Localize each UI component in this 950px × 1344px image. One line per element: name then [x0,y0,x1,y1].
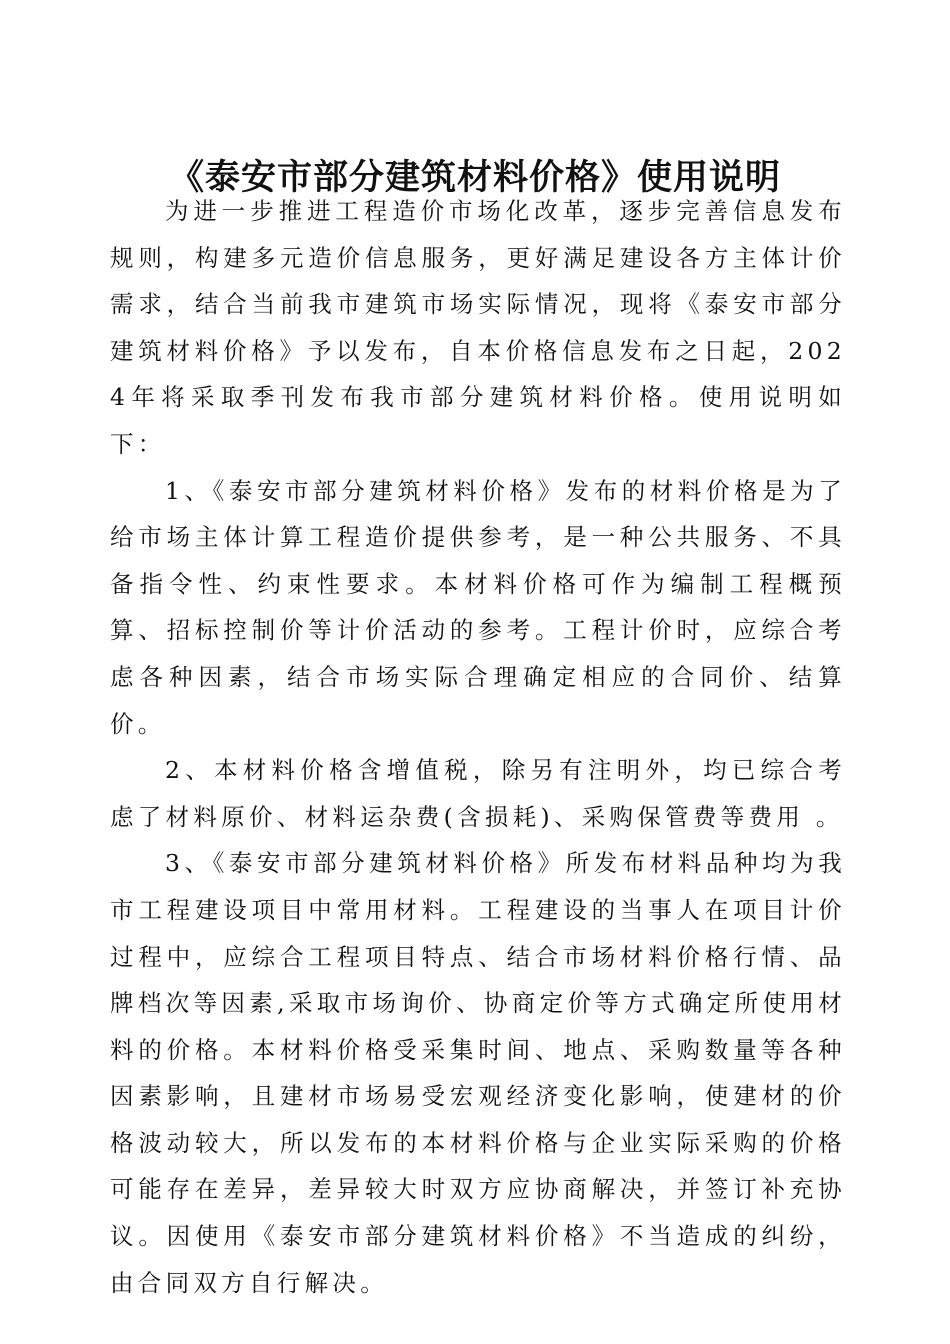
document-title: 《泰安市部分建筑材料价格》使用说明 [168,158,781,199]
clause-2-paragraph: 2、本材料价格含增值税，除另有注明外，均已综合考虑了材料原价、材料运杂费(含损耗)、采购保管费等费用 。 [110,756,846,831]
intro-paragraph: 为进一步推进工程造价市场化改革，逐步完善信息发布规则，构建多元造价信息服务，更好满足建设各方主体计价需求，结合当前我市建筑市场实际情况，现将《泰安市部分建筑材料价格》予以发布，自本价格信息发布之日起，2024年将采取季刊发布我市部分建筑材料价格。使用说明如下： [110,197,846,458]
clause-1-paragraph: 1、《泰安市部分建筑材料价格》发布的材料价格是为了给市场主体计算工程造价提供参考，是一种公共服务、不具备指令性、约束性要求。本材料价格可作为编制工程概预算、招标控制价等计价活动的参考。工程计价时，应综合考虑各种因素，结合市场实际合理确定相应的合同价、结算价。 [110,476,846,738]
document-body [110,188,846,1306]
clause-3-paragraph: 3、《泰安市部分建筑材料价格》所发布材料品种均为我市工程建设项目中常用材料。工程建设的当事人在项目计价过程中，应综合工程项目特点、结合市场材料价格行情、品牌档次等因素,采取市场询价、协商定价等方式确定所使用材料的价格。本材料价格受采集时间、地点、采购数量等各种因素影响，且建材市场易受宏观经济变化影响，使建材的价格波动较大，所以发布的本材料价格与企业实际采购的价格可能存在差异，差异较大时双方应协商解决，并签订补充协议。因使用《泰安市部分建筑材料价格》不当造成的纠纷，由合同双方自行解决。 [110,849,846,1297]
